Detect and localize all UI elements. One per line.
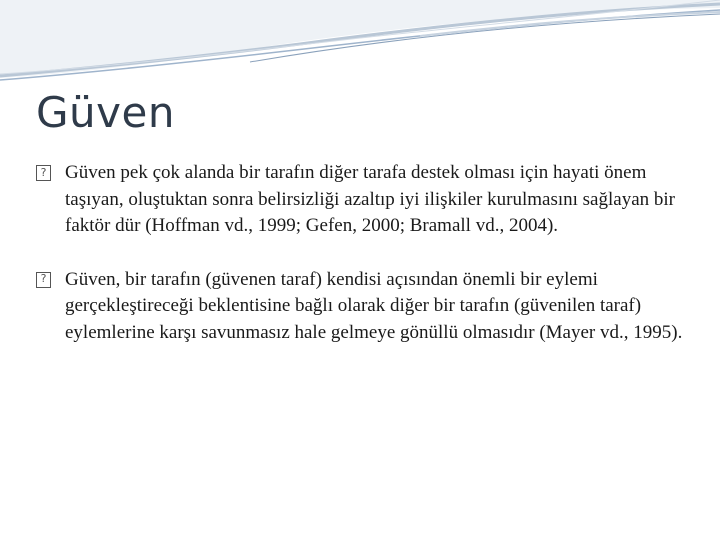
header-swoosh-decoration bbox=[0, 0, 720, 90]
bullet-item bbox=[36, 267, 686, 347]
slide-title: Güven bbox=[36, 88, 175, 137]
missing-glyph-icon: ? bbox=[36, 272, 51, 288]
bullet-text: Güven, bir tarafın (güvenen taraf) kendisi açısından önemli bir eylemi gerçekleştireceği beklentisine bağlı olarak diğer bir tarafın (güvenilen taraf) eylemlerine karşı savunmasız hale gelmeye gönüllü olmasıdır (Mayer vd., 1995). bbox=[65, 268, 683, 343]
missing-glyph-icon: ? bbox=[36, 165, 51, 181]
bullet-item bbox=[36, 160, 686, 240]
bullet-text: Güven pek çok alanda bir tarafın diğer tarafa destek olması için hayati önem taşıyan, oluştuktan sonra belirsizliği azaltıp iyi ilişkiler kurulmasını sağlayan bir faktör dür (Hoffman vd., 1999; Gefen, 2000; Bramall vd., 2004). bbox=[65, 162, 675, 236]
bullet-list bbox=[36, 160, 686, 373]
